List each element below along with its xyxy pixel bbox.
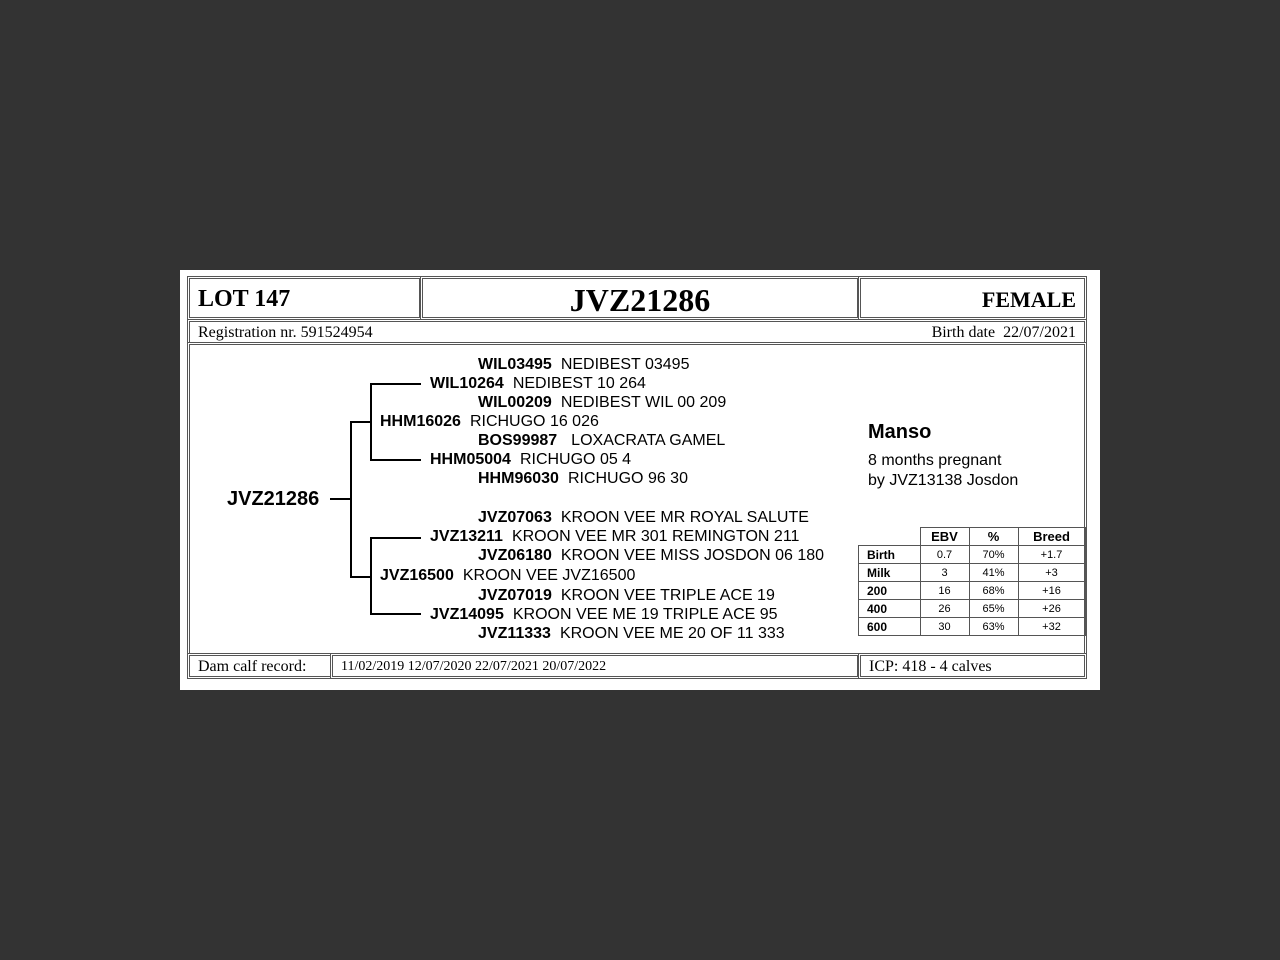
ebv-pct: 63% (969, 618, 1018, 636)
animal-id: JVZ14095 (430, 606, 504, 623)
ebv-row-label: 200 (859, 582, 921, 600)
animal-id: HHM16026 (380, 413, 461, 430)
ebv-corner (859, 528, 921, 546)
pedigree-sire-sire (430, 375, 646, 393)
ebv-row-400 (859, 600, 1086, 618)
pedigree-dam-sire-sire (478, 509, 809, 527)
ebv-breed: +3 (1018, 564, 1085, 582)
pedigree-dam-dam-sire (478, 587, 775, 605)
pedigree-sire-dam-dam (478, 470, 688, 488)
registration-nr: 591524954 (300, 324, 373, 341)
animal-id-box (420, 276, 860, 320)
ebv-row-birth (859, 546, 1086, 564)
animal-id: HHM96030 (478, 470, 559, 487)
pedigree-sire (380, 413, 599, 431)
animal-name: KROON VEE JVZ16500 (462, 567, 636, 584)
lot-card (180, 270, 1100, 690)
animal-name: NEDIBEST WIL 00 209 (560, 394, 727, 411)
lot-number: LOT 147 (198, 286, 291, 312)
ebv-table (858, 527, 1086, 636)
animal-name: NEDIBEST 10 264 (512, 375, 646, 392)
birth-date-value: 22/07/2021 (1003, 324, 1076, 341)
animal-name: KROON VEE MR ROYAL SALUTE (560, 509, 809, 526)
pedigree-sire-sire-dam (478, 394, 726, 412)
animal-name: RICHUGO 05 4 (519, 451, 632, 468)
animal-name: LOXACRATA GAMEL (571, 432, 726, 449)
ebv-value: 16 (920, 582, 969, 600)
animal-id: JVZ06180 (478, 547, 552, 564)
icp-box (858, 653, 1087, 679)
calf-record-dates: 11/02/2019 12/07/2020 22/07/2021 20/07/2022 (341, 659, 607, 674)
animal-name: KROON VEE ME 20 OF 11 333 (559, 625, 785, 642)
animal-id: JVZ16500 (380, 567, 454, 584)
animal-id: JVZ11333 (478, 625, 551, 642)
notes-line2: by JVZ13138 Josdon (868, 472, 1019, 489)
ebv-breed: +1.7 (1018, 546, 1085, 564)
ebv-row-label: 400 (859, 600, 921, 618)
animal-id-title: JVZ21286 (569, 282, 711, 318)
animal-name: RICHUGO 96 30 (567, 470, 688, 487)
icp-text: ICP: 418 - 4 calves (869, 658, 992, 675)
pedigree-dam-dam-dam (478, 625, 785, 643)
animal-name: KROON VEE MR 301 REMINGTON 211 (511, 528, 800, 545)
birth-date-text (932, 324, 1076, 342)
animal-id: BOS99987 (478, 432, 558, 449)
animal-name: RICHUGO 16 026 (469, 413, 599, 430)
ebv-pct: 70% (969, 546, 1018, 564)
sex-label: FEMALE (981, 287, 1076, 312)
animal-id: HHM05004 (430, 451, 511, 468)
ebv-row-label: Milk (859, 564, 921, 582)
ebv-value: 26 (920, 600, 969, 618)
animal-name: KROON VEE MISS JOSDON 06 180 (560, 547, 825, 564)
ebv-row-200 (859, 582, 1086, 600)
pedigree-dam-dam (430, 606, 778, 624)
ebv-breed: +26 (1018, 600, 1085, 618)
ebv-header-ebv: EBV (920, 528, 969, 546)
animal-name: KROON VEE ME 19 TRIPLE ACE 95 (512, 606, 778, 623)
pedigree-dam (380, 567, 635, 585)
ebv-header-breed: Breed (1018, 528, 1085, 546)
pedigree-dam-sire-dam (478, 547, 824, 565)
ebv-value: 0.7 (920, 546, 969, 564)
ebv-row-label: 600 (859, 618, 921, 636)
pedigree-dam-sire (430, 528, 799, 546)
animal-id: WIL00209 (478, 394, 552, 411)
ebv-row-600 (859, 618, 1086, 636)
pedigree-animal: JVZ21286 (227, 488, 320, 510)
calf-record-box (330, 653, 860, 679)
animal-id: WIL03495 (478, 356, 552, 373)
ebv-header-row (859, 528, 1086, 546)
calf-record-label: Dam calf record: (198, 658, 307, 675)
animal-id: JVZ07019 (478, 587, 552, 604)
calf-record-label-box (187, 653, 333, 679)
animal-id: JVZ13211 (430, 528, 503, 545)
ebv-header-pct: % (969, 528, 1018, 546)
registration-text (198, 324, 373, 342)
ebv-row-milk (859, 564, 1086, 582)
registration-label: Registration nr. (198, 324, 297, 341)
pedigree-sire-dam (430, 451, 631, 469)
ebv-pct: 68% (969, 582, 1018, 600)
ebv-row-label: Birth (859, 546, 921, 564)
notes-line1: 8 months pregnant (868, 452, 1002, 469)
lot-box (187, 276, 422, 320)
ebv-value: 30 (920, 618, 969, 636)
ebv-pct: 65% (969, 600, 1018, 618)
animal-name: NEDIBEST 03495 (560, 356, 690, 373)
animal-name: KROON VEE TRIPLE ACE 19 (560, 587, 775, 604)
notes-name: Manso (868, 421, 932, 443)
pedigree-sire-sire-sire (478, 356, 689, 374)
sex-box (858, 276, 1087, 320)
animal-id: JVZ07063 (478, 509, 552, 526)
ebv-pct: 41% (969, 564, 1018, 582)
ebv-breed: +32 (1018, 618, 1085, 636)
animal-id: WIL10264 (430, 375, 504, 392)
pedigree-sire-dam-sire (478, 432, 725, 450)
ebv-value: 3 (920, 564, 969, 582)
ebv-breed: +16 (1018, 582, 1085, 600)
birth-date-label: Birth date (931, 324, 996, 341)
